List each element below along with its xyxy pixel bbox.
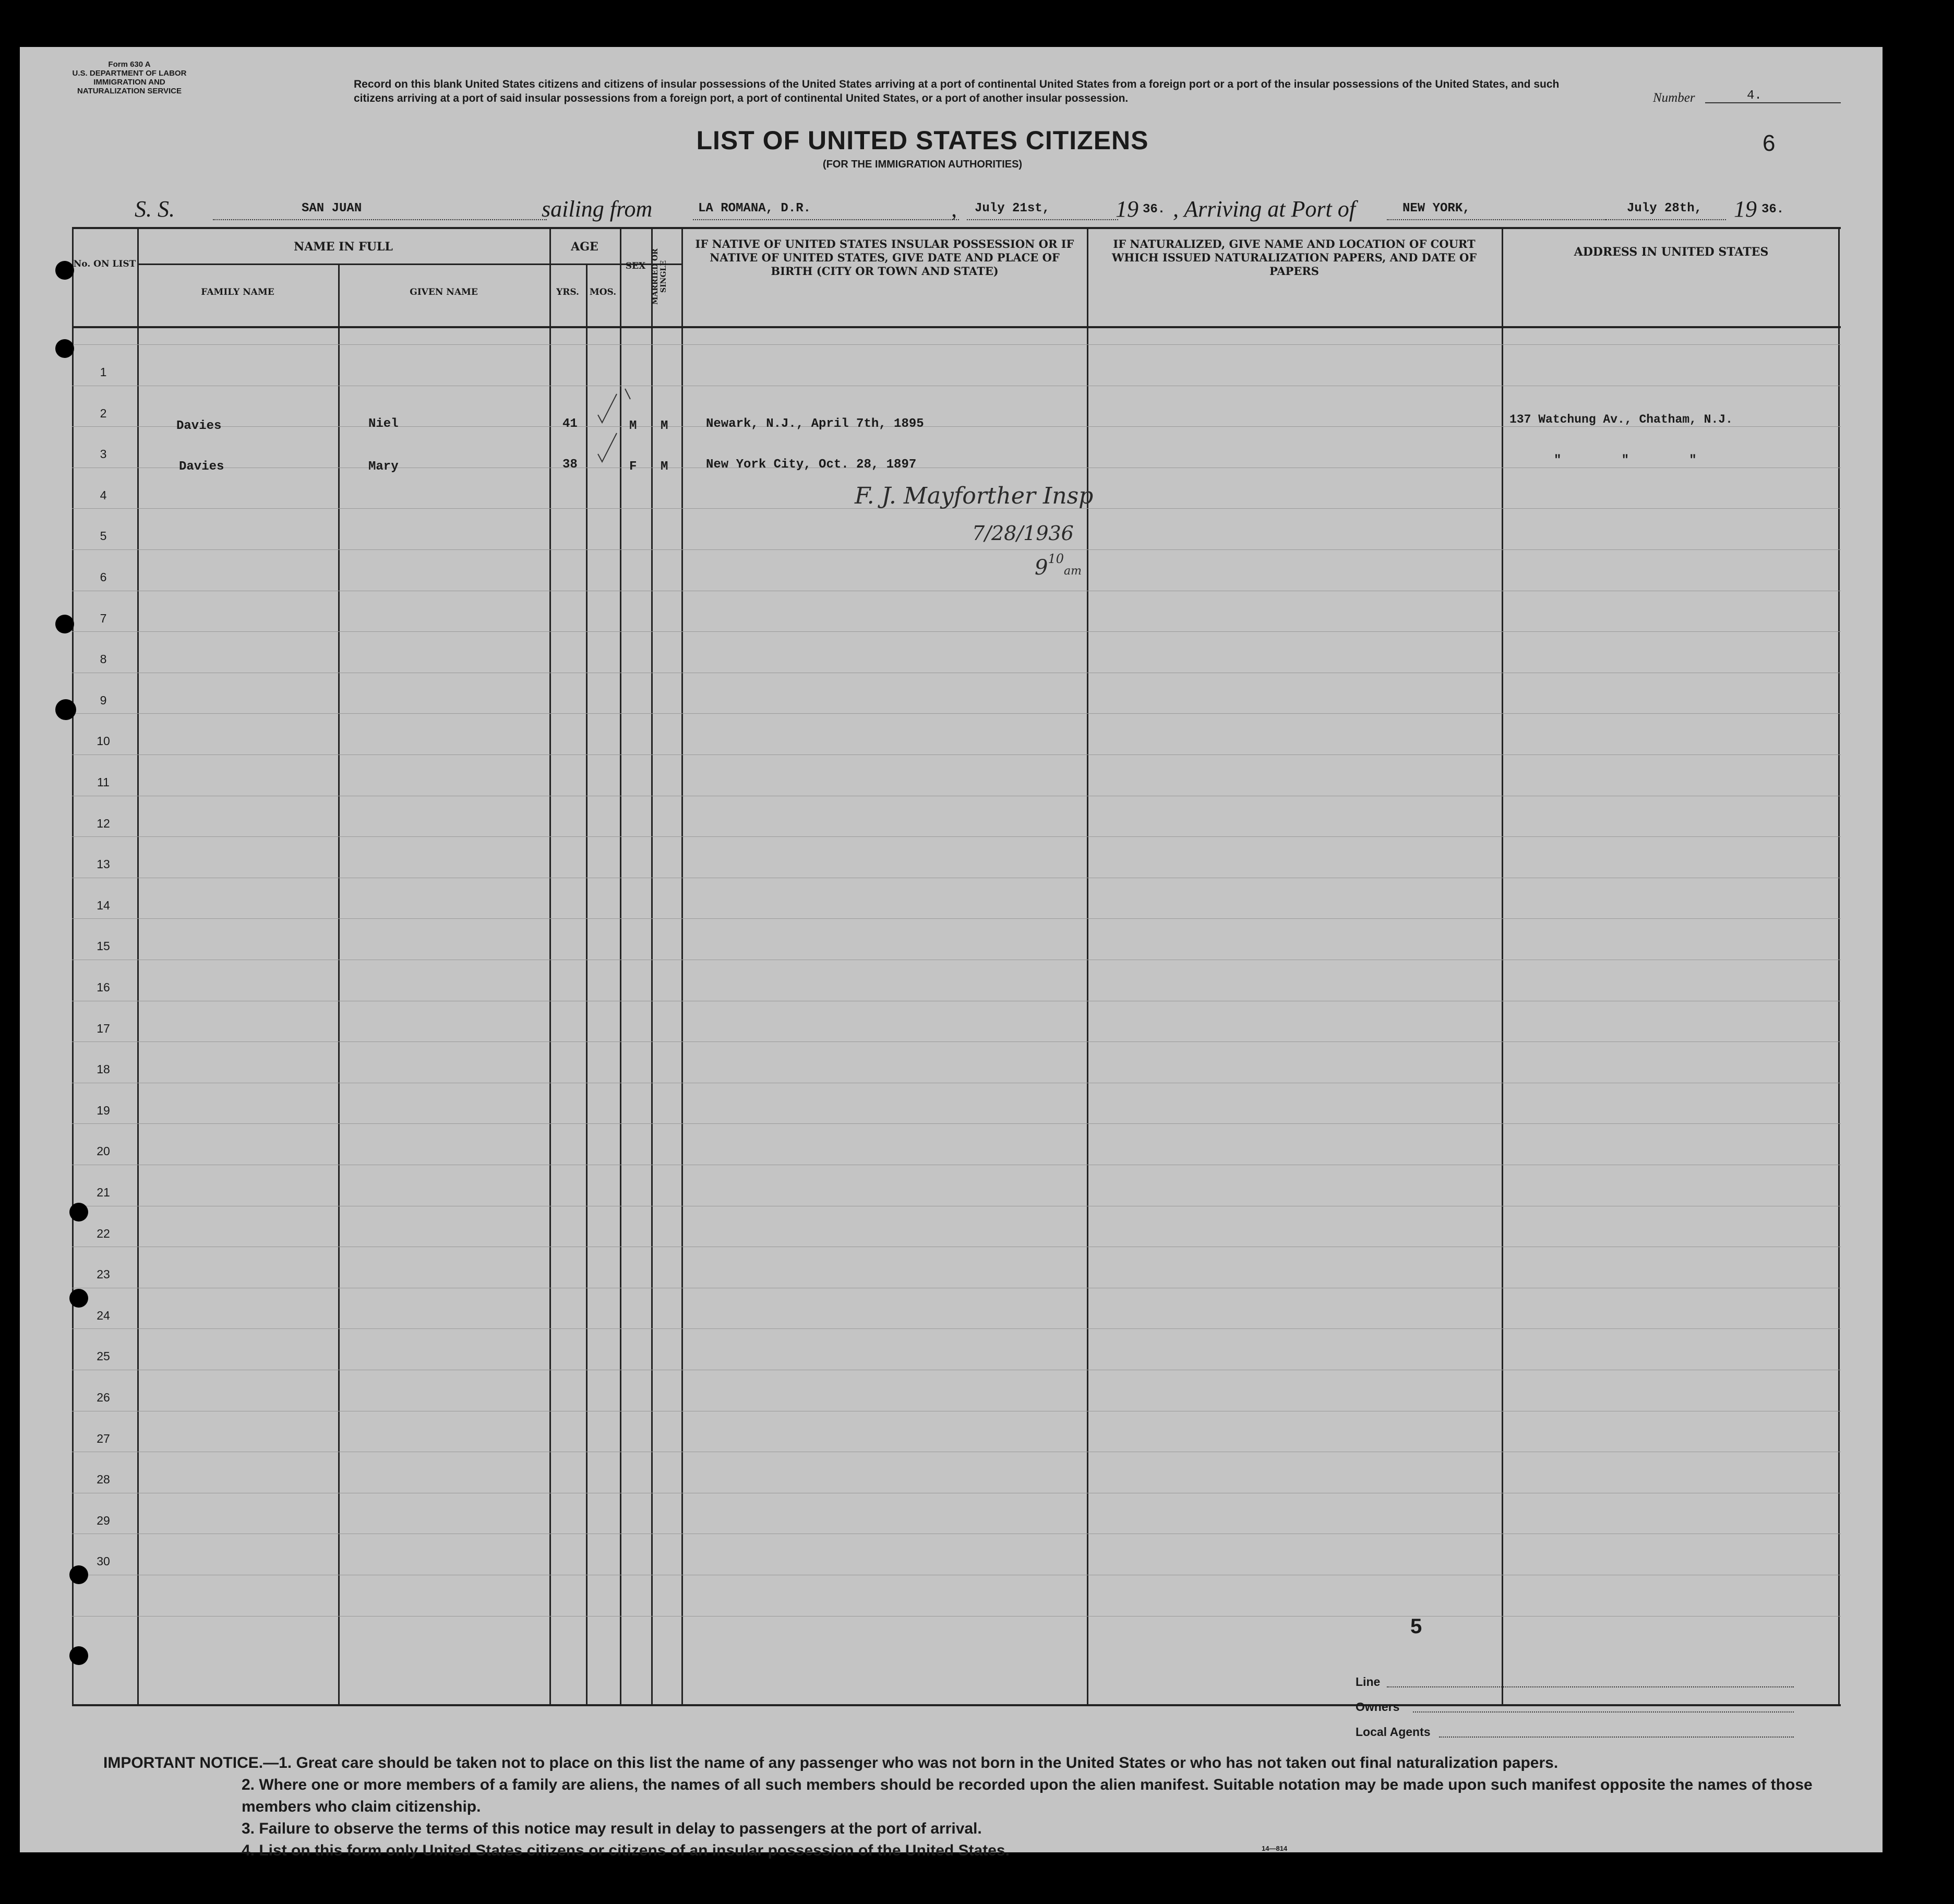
row-rule [72,1123,1841,1124]
col-header-birth: IF NATIVE OF UNITED STATES INSULAR POSSESSION OR IF NATIVE OF UNITED STATES, GIVE DATE AND PLACE OF BIRTH (CITY OR TOWN AND STATE) [695,237,1074,278]
row-number: 23 [97,1267,110,1282]
bottom-number: 5 [1410,1615,1422,1638]
col-header-age: AGE [571,240,598,254]
row-1-family: Davies [176,419,222,433]
page-subtitle: (FOR THE IMMIGRATION AUTHORITIES) [822,159,1023,170]
arrival-year-prefix: 19 [1734,196,1757,222]
row-number: 10 [97,734,110,748]
row-number: 20 [97,1144,110,1158]
port-line [1387,219,1606,220]
binder-hole [55,261,74,280]
manifest-sheet [20,47,1883,1859]
notice-1 [103,1752,1820,1774]
row-number: 2 [100,406,107,420]
print-code: 14—814 [1262,1845,1288,1852]
col-header-name: NAME IN FULL [294,240,393,254]
row-1-yrs: 41 [562,417,578,431]
row-number: 5 [100,529,107,543]
page-title: LIST OF UNITED STATES CITIZENS [696,126,1149,155]
row-number: 1 [100,365,107,379]
row-number: 9 [100,693,107,707]
col-header-mos: MOS. [589,287,617,297]
binder-hole [55,615,74,633]
row-number: 7 [100,611,107,625]
row-number: 27 [97,1431,110,1445]
row-number: 24 [97,1308,110,1322]
row-number: 18 [97,1062,110,1076]
binder-hole [69,1646,88,1665]
row-number: 28 [97,1472,110,1487]
ss-label: S. S. [135,196,175,222]
col-header-yrs: YRS. [556,287,579,297]
agents-field [1439,1737,1794,1738]
binder-hole [69,1289,88,1308]
important-notice [103,1752,1820,1862]
inspection-time [1035,552,1082,580]
row-1-birth: Newark, N.J., April 7th, 1895 [706,417,924,431]
departure-date: July 21st, [975,201,1050,215]
line-field [1387,1686,1794,1687]
agents-label: Local Agents [1356,1725,1431,1739]
comma: , [951,196,957,222]
row-2-yrs: 38 [562,458,578,472]
department: U.S. DEPARTMENT OF LABOR [72,69,187,78]
row-2-given: Mary [368,460,399,474]
col-header-given: GIVEN NAME [410,287,478,297]
notice-3: 3. Failure to observe the terms of this notice may result in delay to passengers at the port of arrival. [242,1820,982,1837]
row-number: 22 [97,1226,110,1240]
row-number: 26 [97,1391,110,1404]
binder-hole [55,699,76,720]
row-number: 16 [97,980,110,994]
arrival-date: July 28th, [1627,201,1703,215]
row-rule [72,1328,1841,1329]
notice-4: 4. List on this form only United States citizens or citizens of an insular possession of the United States. [242,1842,1010,1859]
ship-name: SAN JUAN [302,201,362,215]
binder-hole [69,1203,88,1222]
col-header-no: No. ON LIST [73,259,136,269]
row-number: 3 [100,447,107,461]
arriving-label: , Arriving at Port of [1173,196,1356,222]
row-number: 13 [97,857,110,871]
row-number: 29 [97,1513,110,1527]
check-marks [594,384,672,477]
passenger-table [72,227,1841,1706]
row-number: 12 [97,816,110,830]
row-number: 14 [97,898,110,912]
arrival-port: NEW YORK, [1402,201,1470,215]
row-number: 11 [97,775,110,789]
departure-port: LA ROMANA, D.R. [698,201,811,215]
row-rule [72,713,1841,714]
owners-label: Owners [1356,1700,1400,1714]
row-1-married: M [661,419,668,433]
sheet-number: 6 [1763,130,1776,156]
row-2-married: M [661,460,668,474]
row-rule [72,344,1841,345]
time-meridiem: am [1064,565,1082,578]
time-minutes: 10 [1048,552,1064,566]
row-number: 4 [100,488,107,502]
from-line [693,219,959,220]
service-line-2: NATURALIZATION SERVICE [77,87,182,95]
intro-instructions: Record on this blank United States citizens and citizens of insular possessions of the United States arriving at a port of continental United States from a foreign port or a port of the insular possessions of the United States, and such citizens arriving at a port of said insular possessions from a foreign port, a port of continental United States, or a port of another insular possession. [354,78,1560,104]
owners-field [1413,1711,1794,1713]
arrival-year: 36. [1761,202,1784,217]
row-rule [72,631,1841,632]
row-rule [72,918,1841,919]
row-number: 17 [97,1021,110,1035]
depart-date-line [967,219,1118,220]
notice-2: 2. Where one or more members of a family are aliens, the names of all such members should be recorded upon the alien manifest. Suitable notation may be made upon such manifest opposite the names of those members who claim citizenship. [242,1776,1813,1815]
row-rule [72,1041,1841,1042]
row-number: 21 [97,1185,110,1199]
binder-hole [55,339,74,358]
time-hour: 9 [1035,556,1048,580]
row-1-given: Niel [368,417,399,431]
row-2-address: " " " [1554,453,1697,468]
col-header-address: ADDRESS IN UNITED STATES [1574,245,1769,259]
row-2-sex: F [629,460,637,474]
row-rule [72,549,1841,550]
inspection-date: 7/28/1936 [972,522,1074,545]
row-rule [72,836,1841,837]
row-number: 15 [97,939,110,953]
col-header-naturalized: IF NATURALIZED, GIVE NAME AND LOCATION OF COURT WHICH ISSUED NATURALIZATION PAPERS, AND DATE OF PAPERS [1111,237,1477,278]
binder-hole [69,1565,88,1584]
row-number: 25 [97,1349,110,1363]
number-value: 4. [1747,89,1762,103]
number-line [1705,102,1841,103]
form-number: Form 630 A [108,60,151,69]
col-header-married: MARRIED OR SINGLE [651,248,668,305]
line-label: Line [1356,1675,1381,1689]
row-rule [72,426,1841,427]
arrive-date-line [1606,219,1726,220]
departure-year: 36. [1143,202,1166,217]
row-2-birth: New York City, Oct. 28, 1897 [706,458,917,472]
inspector-signature: F. J. Mayforther Insp [855,483,1094,509]
row-grid [72,227,1841,1706]
row-1-sex: M [629,419,637,433]
form-identifier [67,60,192,95]
ship-line [213,219,547,220]
row-2-family: Davies [179,460,224,474]
service-line-1: IMMIGRATION AND [93,78,165,87]
col-header-family: FAMILY NAME [201,287,274,297]
row-1-address: 137 Watchung Av., Chatham, N.J. [1509,413,1733,426]
col-header-sex: SEX [625,261,646,271]
sailing-label: sailing from [542,196,653,222]
row-number: 30 [97,1554,110,1568]
notice-title: IMPORTANT NOTICE.— [103,1754,279,1771]
notice-1-text: 1. Great care should be taken not to place on this list the name of any passenger who was not born in the United States or who has not taken out final naturalization papers. [279,1754,1559,1771]
departure-year-prefix: 19 [1116,196,1138,222]
row-number: 19 [97,1103,110,1117]
row-number: 8 [100,652,107,666]
number-label: Number [1653,91,1695,105]
row-number: 6 [100,570,107,584]
